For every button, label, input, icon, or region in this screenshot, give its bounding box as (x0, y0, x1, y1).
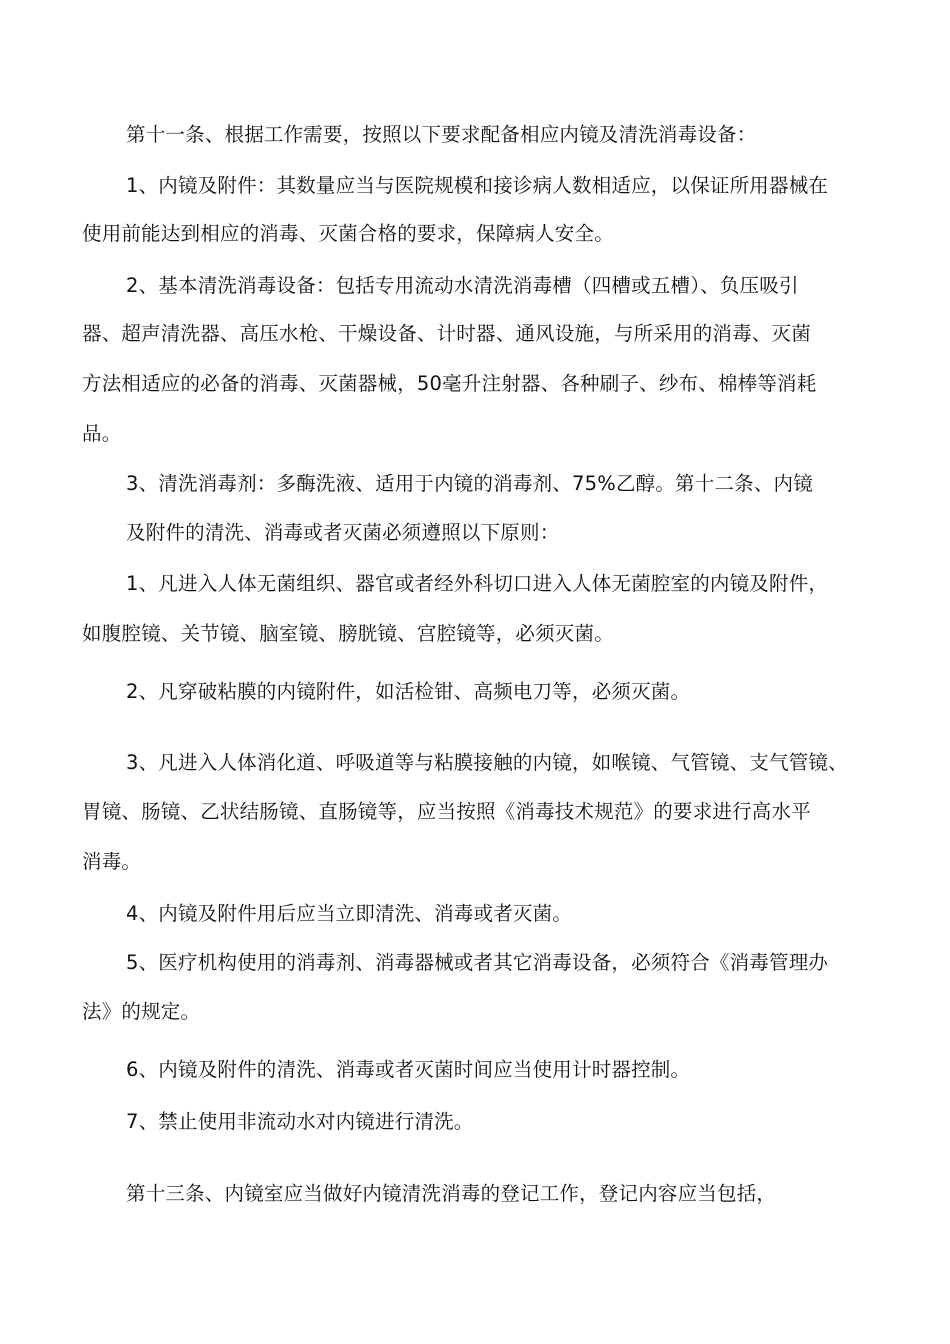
paragraph-line: 2、凡穿破粘膜的内镜附件，如活检钳、高频电刀等，必须灭菌。 (126, 680, 691, 703)
paragraph-line: 2、基本清洗消毒设备：包括专用流动水清洗消毒槽（四槽或五槽）、负压吸引 (126, 274, 799, 297)
paragraph-line: 7、禁止使用非流动水对内镜进行清洗。 (126, 1110, 474, 1133)
paragraph-line: 品。 (82, 422, 122, 445)
paragraph-line: 5、医疗机构使用的消毒剂、消毒器械或者其它消毒设备，必须符合《消毒管理办 (126, 951, 829, 974)
article-12-heading: 及附件的清洗、消毒或者灭菌必须遵照以下原则： (126, 521, 560, 544)
paragraph-line: 3、清洗消毒剂：多酶洗液、适用于内镜的消毒剂、75%乙醇。第十二条、内镜 (126, 472, 813, 495)
paragraph-line: 消毒。 (82, 850, 142, 873)
paragraph-line: 6、内镜及附件的清洗、消毒或者灭菌时间应当使用计时器控制。 (126, 1058, 691, 1081)
paragraph-line: 法》的规定。 (82, 1000, 201, 1023)
paragraph-line: 4、内镜及附件用后应当立即清洗、消毒或者灭菌。 (126, 902, 573, 925)
paragraph-line: 器、超声清洗器、高压水枪、干燥设备、计时器、通风设施，与所采用的消毒、灭菌 (82, 322, 811, 345)
paragraph-line: 1、内镜及附件：其数量应当与医院规模和接诊病人数相适应，以保证所用器械在 (126, 174, 829, 197)
paragraph-line: 3、凡进入人体消化道、呼吸道等与粘膜接触的内镜，如喉镜、气管镜、支气管镜、 (126, 751, 848, 774)
article-11-heading: 第十一条、根据工作需要，按照以下要求配备相应内镜及清洗消毒设备： (126, 123, 757, 146)
paragraph-line: 如腹腔镜、关节镜、脑室镜、膀胱镜、宫腔镜等，必须灭菌。 (82, 622, 614, 645)
paragraph-line: 1、凡进入人体无菌组织、器官或者经外科切口进入人体无菌腔室的内镜及附件， (126, 572, 829, 595)
paragraph-line: 使用前能达到相应的消毒、灭菌合格的要求，保障病人安全。 (82, 222, 614, 245)
article-13-heading: 第十三条、内镜室应当做好内镜清洗消毒的登记工作，登记内容应当包括， (126, 1182, 777, 1205)
paragraph-line: 方法相适应的必备的消毒、灭菌器械，50毫升注射器、各种刷子、纱布、棉棒等消耗 (82, 372, 817, 395)
paragraph-line: 胃镜、肠镜、乙状结肠镜、直肠镜等，应当按照《消毒技术规范》的要求进行高水平 (82, 800, 811, 823)
